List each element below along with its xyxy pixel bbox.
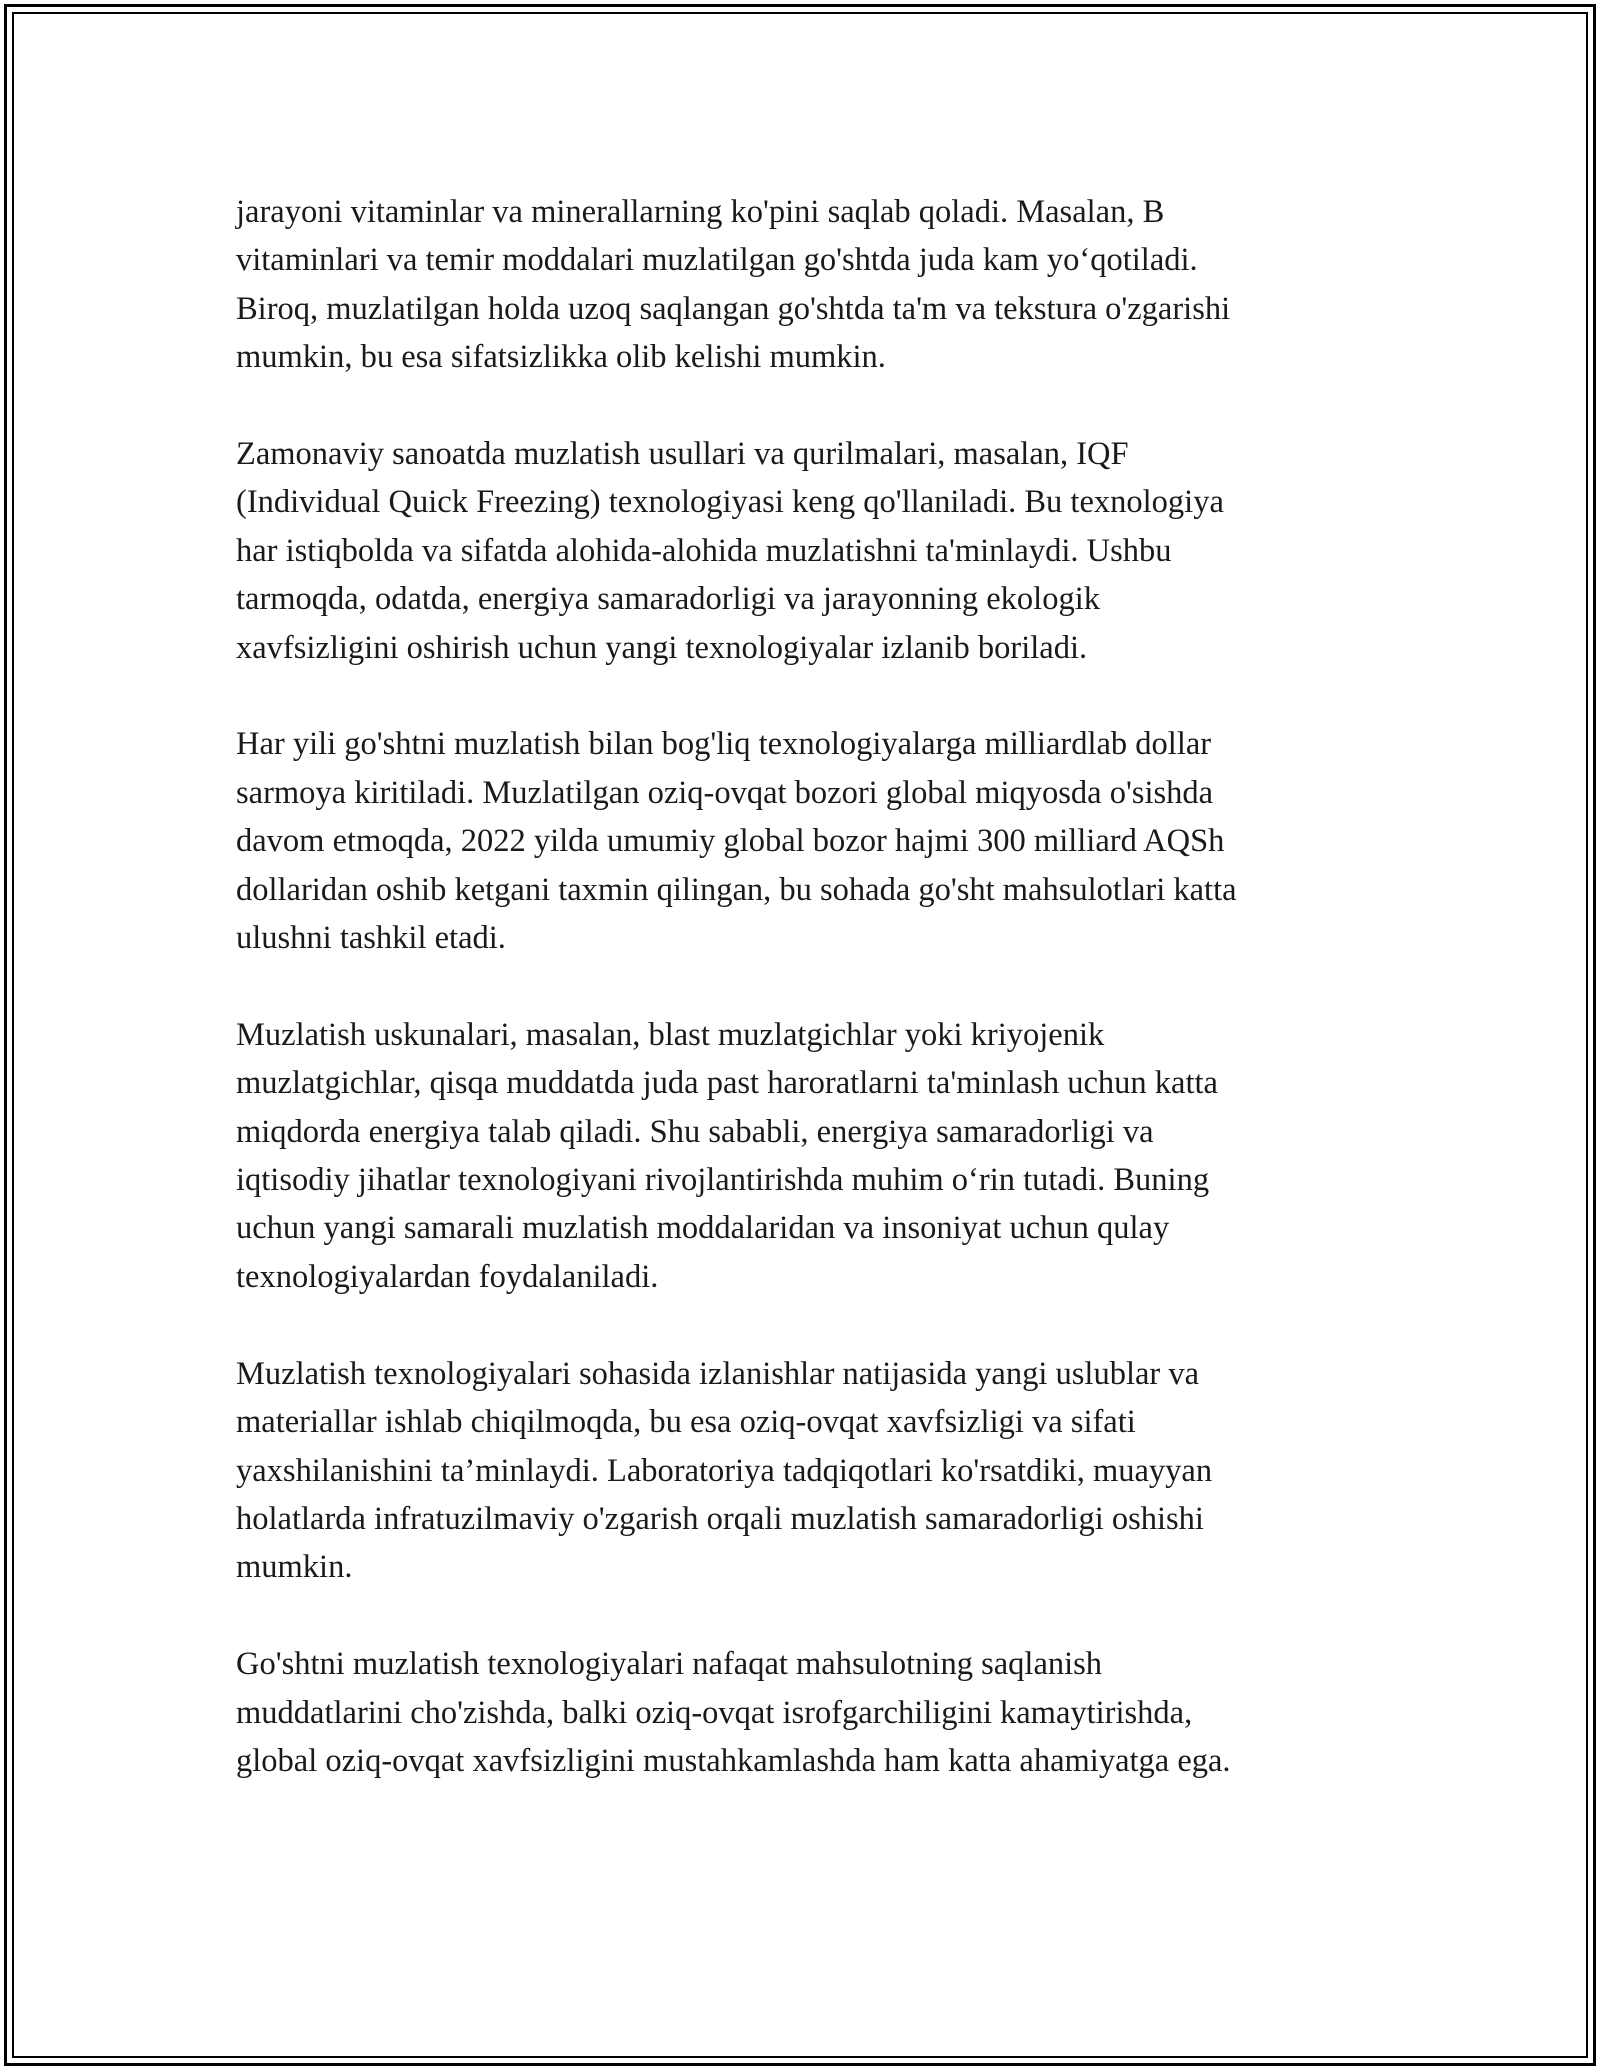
text-line: global oziq-ovqat xavfsizligini mustahkamlashda ham katta ahamiyatga ega. — [236, 1742, 1231, 1779]
text-line: xavfsizligini oshirish uchun yangi texnologiyalar izlanib boriladi. — [236, 629, 1088, 666]
text-line: muddatlarini cho'zishda, balki oziq-ovqat isrofgarchiligini kamaytirishda, — [236, 1694, 1193, 1731]
text-line: miqdorda energiya talab qiladi. Shu sababli, energiya samaradorligi va — [236, 1113, 1154, 1150]
text-line: jarayoni vitaminlar va minerallarning ko'pini saqlab qoladi. Masalan, B — [236, 194, 1165, 230]
text-line: Muzlatish texnologiyalari sohasida izlanishlar natijasida yangi uslublar va — [236, 1355, 1200, 1392]
text-line: holatlarda infratuzilmaviy o'zgarish orqali muzlatish samaradorligi oshishi — [236, 1500, 1204, 1537]
document-body — [236, 188, 1376, 1834]
text-line: ulushni tashkil etadi. — [236, 920, 506, 957]
text-line: texnologiyalardan foydalaniladi. — [236, 1258, 659, 1295]
paragraph-4 — [236, 1011, 1376, 1301]
text-line: davom etmoqda, 2022 yilda umumiy global bozor hajmi 300 milliard AQSh — [236, 823, 1225, 860]
text-line: tarmoqda, odatda, energiya samaradorligi va jarayonning ekologik — [236, 581, 1100, 618]
text-line: muzlatgichlar, qisqa muddatda juda past haroratlarni ta'minlash uchun katta — [236, 1065, 1218, 1102]
text-line: uchun yangi samarali muzlatish moddalaridan va insoniyat uchun qulay — [236, 1210, 1170, 1247]
paragraph-5 — [236, 1350, 1376, 1592]
paragraph-2 — [236, 430, 1376, 672]
text-line: Har yili go'shtni muzlatish bilan bog'liq texnologiyalarga milliardlab dollar — [236, 726, 1212, 763]
text-line: Go'shtni muzlatish texnologiyalari nafaqat mahsulotning saqlanish — [236, 1646, 1103, 1683]
text-line: yaxshilanishini ta’minlaydi. Laboratoriya tadqiqotlari ko'rsatdiki, muayyan — [236, 1452, 1213, 1489]
text-line: har istiqbolda va sifatda alohida-alohida muzlatishni ta'minlaydi. Ushbu — [236, 532, 1172, 569]
text-line: iqtisodiy jihatlar texnologiyani rivojlantirishda muhim o‘rin tutadi. Buning — [236, 1162, 1210, 1199]
text-line: mumkin. — [236, 1549, 353, 1586]
text-line: Zamonaviy sanoatda muzlatish usullari va qurilmalari, masalan, IQF — [236, 436, 1129, 473]
paragraph-1 — [236, 188, 1376, 382]
text-line: materiallar ishlab chiqilmoqda, bu esa oziq-ovqat xavfsizligi va sifati — [236, 1404, 1136, 1441]
text-line: (Individual Quick Freezing) texnologiyasi keng qo'llaniladi. Bu texnologiya — [236, 484, 1224, 521]
text-line: vitaminlari va temir moddalari muzlatilgan go'shtda juda kam yo‘qotiladi. — [236, 242, 1198, 279]
text-line: Muzlatish uskunalari, masalan, blast muzlatgichlar yoki kriyojenik — [236, 1016, 1105, 1053]
text-line: mumkin, bu esa sifatsizlikka olib kelishi mumkin. — [236, 339, 886, 376]
text-line: Biroq, muzlatilgan holda uzoq saqlangan go'shtda ta'm va tekstura o'zgarishi — [236, 290, 1231, 327]
text-line: dollaridan oshib ketgani taxmin qilingan, bu sohada go'sht mahsulotlari katta — [236, 871, 1237, 908]
paragraph-6 — [236, 1640, 1376, 1785]
text-line: sarmoya kiritiladi. Muzlatilgan oziq-ovqat bozori global miqyosda o'sishda — [236, 774, 1214, 811]
paragraph-3 — [236, 720, 1376, 962]
